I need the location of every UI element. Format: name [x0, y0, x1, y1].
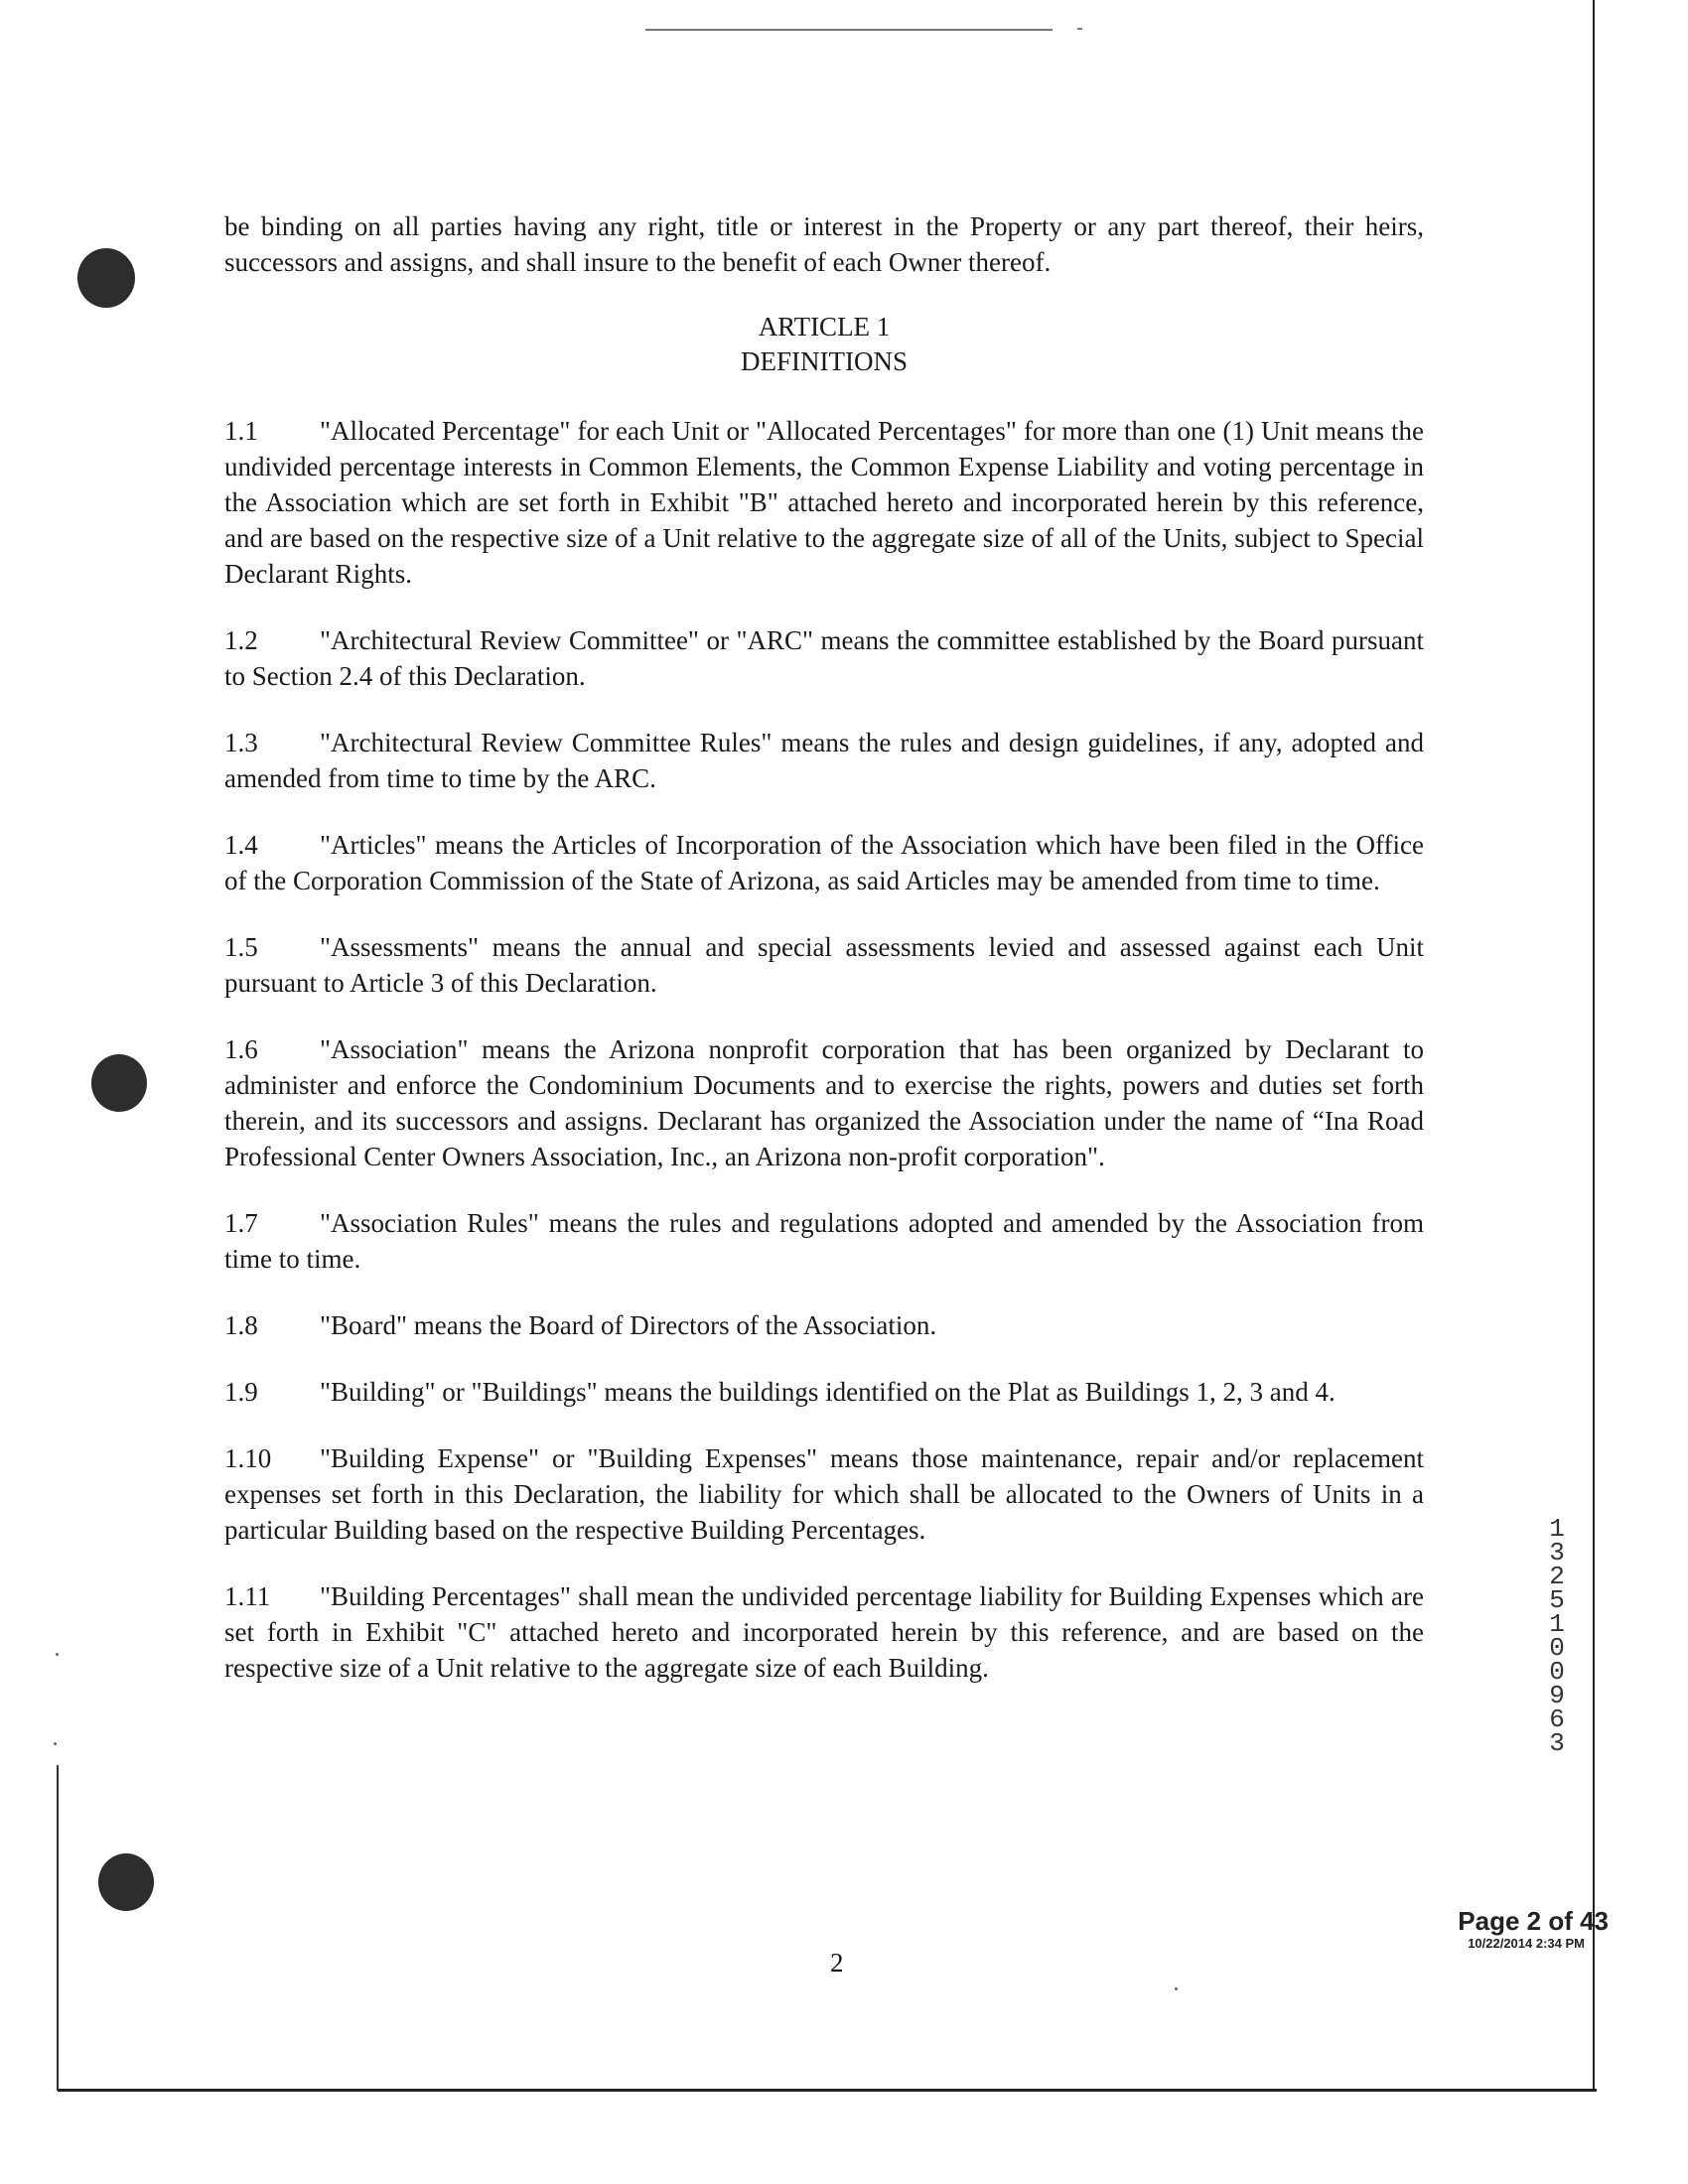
- document-body: [224, 208, 1424, 1716]
- scan-speck: [56, 1653, 59, 1656]
- punch-hole-top: [77, 248, 135, 308]
- definition-number: 1.10: [224, 1443, 272, 1473]
- definition-item: [224, 1374, 1424, 1410]
- scan-top-line: [645, 29, 1053, 31]
- definition-item: [224, 413, 1424, 592]
- definition-number: 1.7: [224, 1208, 258, 1238]
- definition-text: "Association" means the Arizona nonprofit corporation that has been organized by Declarant to administer and enforce the Condominium Documents and to exercise the rights, powers and duties set forth therein, and its successors and assigns. Declarant has organized the Association under the name of “Ina Road Professional Center Owners Association, Inc., an Arizona non-profit corporation".: [224, 1034, 1424, 1171]
- definition-item: [224, 1440, 1424, 1548]
- definition-item: [224, 929, 1424, 1001]
- scan-top-dash: [1077, 28, 1082, 30]
- definition-text: "Assessments" means the annual and special assessments levied and assessed against each Unit pursuant to Article 3 of this Declaration.: [224, 932, 1424, 998]
- definition-item: [224, 1031, 1424, 1174]
- definition-text: "Allocated Percentage" for each Unit or "Allocated Percentages" for more than one (1) Unit means the undivided percentage interests in Common Elements, the Common Expense Liability and voting percentage in the Association which are set forth in Exhibit "B" attached hereto and incorporated herein by this reference, and are based on the respective size of a Unit relative to the aggregate size of all of the Units, subject to Special Declarant Rights.: [224, 416, 1424, 589]
- definition-number: 1.11: [224, 1581, 271, 1611]
- definition-text: "Articles" means the Articles of Incorporation of the Association which have been filed in the Office of the Corporation Commission of the State of Arizona, as said Articles may be amended from time to time.: [224, 830, 1424, 895]
- intro-paragraph: be binding on all parties having any right, title or interest in the Property or any part thereof, their heirs, successors and assigns, and shall insure to the benefit of each Owner thereof.: [224, 211, 1424, 277]
- article-heading: [224, 310, 1424, 379]
- scan-speck: [1175, 1987, 1178, 1990]
- scan-bottom-border: [58, 2089, 1597, 2092]
- definition-item: [224, 622, 1424, 694]
- definition-item: [224, 1205, 1424, 1277]
- definition-number: 1.3: [224, 728, 258, 757]
- punch-hole-middle: [91, 1054, 147, 1112]
- definitions-list: [224, 413, 1424, 1686]
- definition-text: "Building" or "Buildings" means the buildings identified on the Plat as Buildings 1, 2, 3 and 4.: [320, 1377, 1336, 1407]
- definition-number: 1.5: [224, 932, 258, 962]
- recording-number: 13251 00963: [1549, 1514, 1565, 1758]
- definition-text: "Board" means the Board of Directors of the Association.: [320, 1310, 937, 1340]
- recording-stamp: [1382, 1906, 1609, 1952]
- definition-number: 1.1: [224, 416, 258, 446]
- definition-text: "Architectural Review Committee Rules" means the rules and design guidelines, if any, adopted and amended from time to time by the ARC.: [224, 728, 1424, 793]
- definition-number: 1.2: [224, 625, 258, 655]
- punch-hole-bottom: [98, 1853, 154, 1911]
- definition-item: [224, 1578, 1424, 1686]
- definition-text: "Architectural Review Committee" or "ARC" means the committee established by the Board pursuant to Section 2.4 of this Declaration.: [224, 625, 1424, 691]
- definition-number: 1.9: [224, 1377, 258, 1407]
- article-number: ARTICLE 1: [758, 312, 891, 341]
- definition-text: "Association Rules" means the rules and regulations adopted and amended by the Association from time to time.: [224, 1208, 1424, 1274]
- scan-right-border: [1593, 0, 1595, 2090]
- definition-text: "Building Percentages" shall mean the undivided percentage liability for Building Expenses which are set forth in Exhibit "C" attached hereto and incorporated herein by this reference, and are based on the respective size of a Unit relative to the aggregate size of each Building.: [224, 1581, 1424, 1683]
- scan-speck: [54, 1742, 57, 1745]
- definition-item: [224, 725, 1424, 796]
- definition-item: [224, 827, 1424, 898]
- stamp-timestamp: 10/22/2014 2:34 PM: [1468, 1936, 1585, 1951]
- page-number: 2: [830, 1948, 844, 1978]
- definition-number: 1.8: [224, 1310, 258, 1340]
- definition-item: [224, 1307, 1424, 1343]
- definition-text: "Building Expense" or "Building Expenses" means those maintenance, repair and/or replacement expenses set forth in this Declaration, the liability for which shall be allocated to the Owners of Units in a particular Building based on the respective Building Percentages.: [224, 1443, 1424, 1545]
- scan-left-border: [57, 1765, 59, 2091]
- article-title: DEFINITIONS: [741, 346, 908, 376]
- definition-number: 1.4: [224, 830, 258, 860]
- definition-number: 1.6: [224, 1034, 258, 1064]
- stamp-page-label: Page 2 of 43: [1458, 1906, 1609, 1936]
